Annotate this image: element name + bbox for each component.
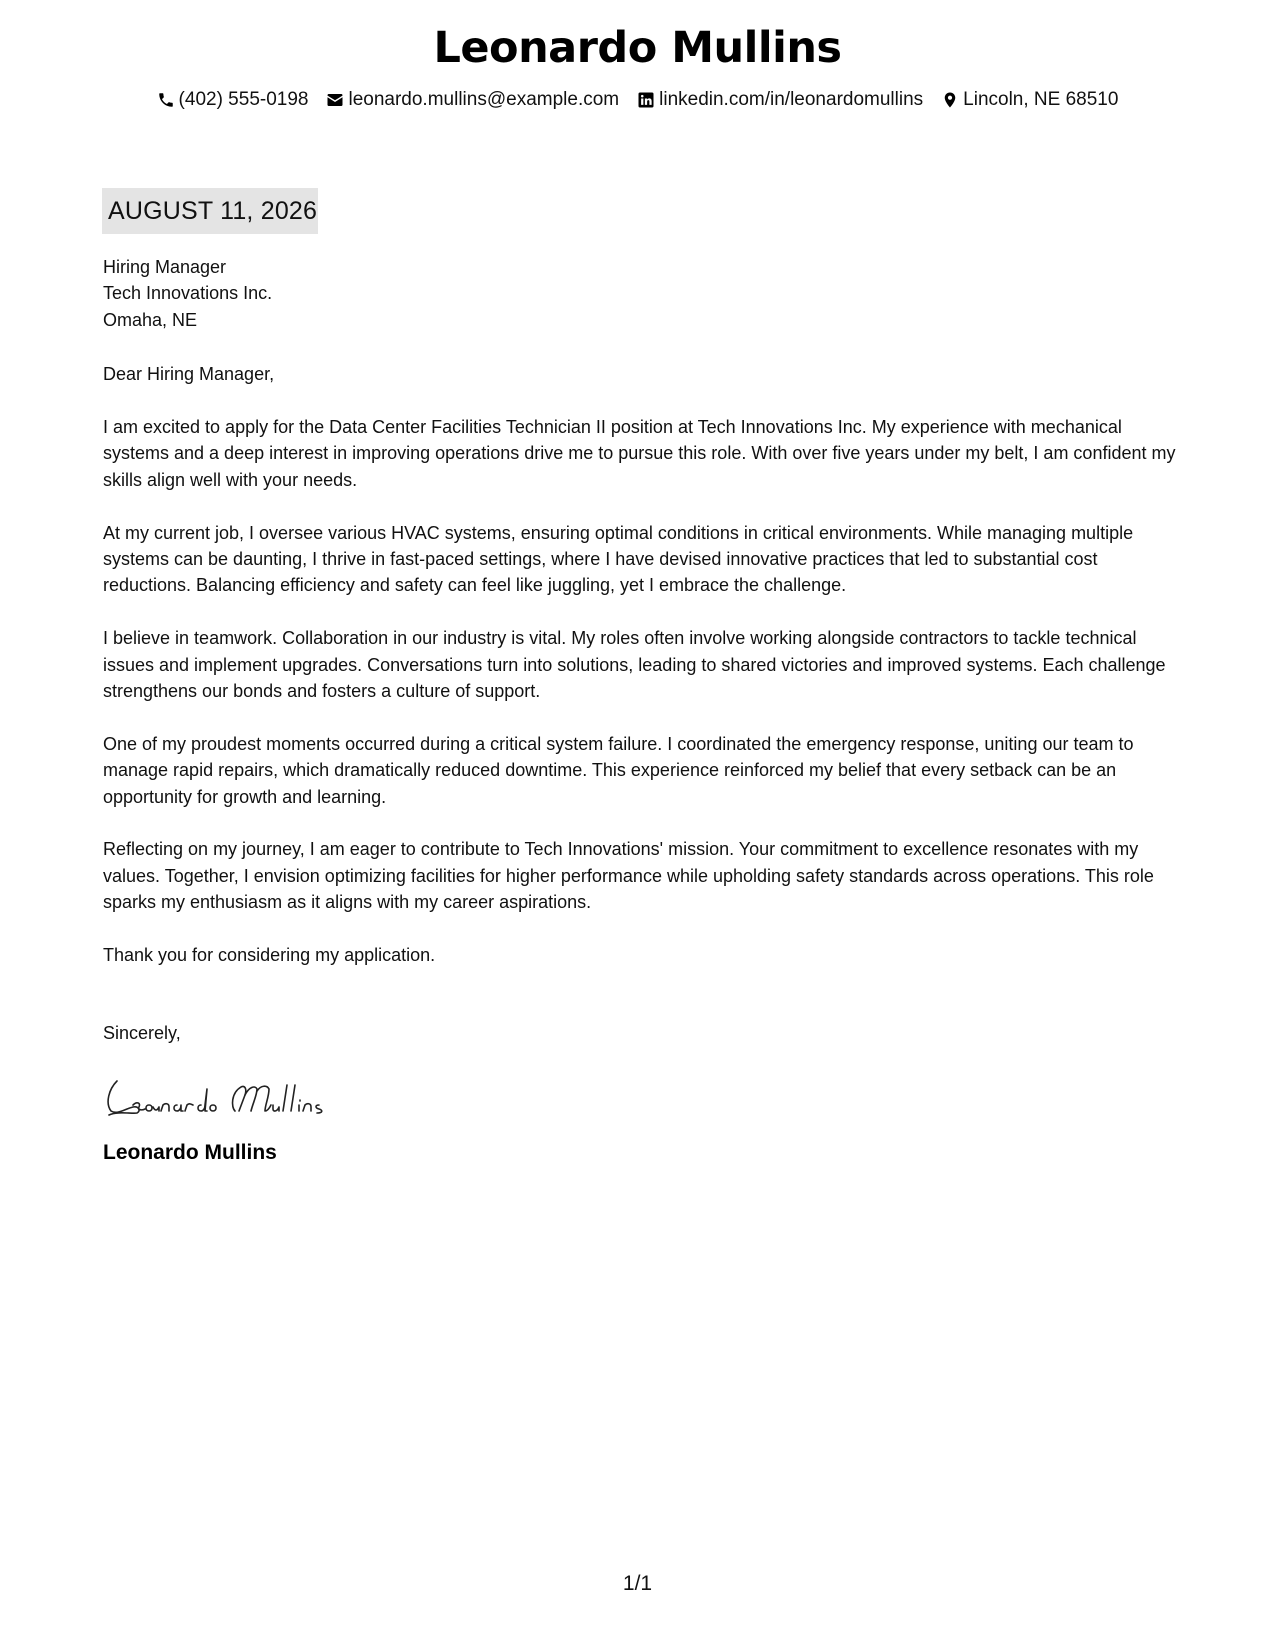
signed-name: Leonardo Mullins <box>103 1140 277 1164</box>
map-marker-icon <box>941 91 959 109</box>
phone-icon <box>157 91 175 109</box>
body-paragraph: I am excited to apply for the Data Center Facilities Technician II position at Tech Innovations Inc. My experience with mechanical systems and a deep interest in improving operations drive me to pursue this role. With over five years under my belt, I am confident my skills align well with your needs. <box>103 417 1176 490</box>
contact-bar <box>0 88 1275 112</box>
letter-date: AUGUST 11, 2026 <box>102 188 318 234</box>
salutation: Dear Hiring Manager, <box>103 364 275 385</box>
applicant-name: Leonardo Mullins <box>433 23 842 73</box>
contact-location <box>941 88 1118 112</box>
recipient-block <box>103 254 1183 333</box>
letter-body <box>103 254 1183 1167</box>
envelope-icon <box>326 91 344 109</box>
contact-linkedin <box>637 88 923 112</box>
closing-line: Thank you for considering my application. <box>103 945 436 966</box>
body-paragraph: One of my proudest moments occurred during a critical system failure. I coordinated the emergency response, uniting our team to manage rapid repairs, which dramatically reduced downtime. This experience reinforced my belief that every setback can be an opportunity for growth and learning. <box>103 733 1134 807</box>
linkedin-url: linkedin.com/in/leonardomullins <box>659 89 924 110</box>
recipient-company: Tech Innovations Inc. <box>103 283 273 304</box>
location-text: Lincoln, NE 68510 <box>963 89 1119 110</box>
recipient-title: Hiring Manager <box>103 257 227 277</box>
page-number: 1/1 <box>622 1572 653 1595</box>
letter-header <box>0 22 1275 112</box>
handwritten-signature <box>103 1071 373 1121</box>
signoff: Sincerely, <box>103 1023 181 1044</box>
linkedin-icon <box>637 91 655 109</box>
contact-email <box>326 88 619 112</box>
body-paragraph: At my current job, I oversee various HVAC systems, ensuring optimal conditions in critical environments. While managing multiple systems can be daunting, I thrive in fast-paced settings, where I have devised innovative practices that led to substantial cost reductions. Balancing efficiency and safety can feel like juggling, yet I embrace the challenge. <box>103 522 1134 596</box>
email-address: leonardo.mullins@example.com <box>348 89 620 110</box>
recipient-location: Omaha, NE <box>103 309 198 330</box>
contact-phone <box>157 88 309 112</box>
body-paragraph: I believe in teamwork. Collaboration in our industry is vital. My roles often involve working alongside contractors to tackle technical issues and implement upgrades. Conversations turn into solutions, leading to shared victories and improved systems. Each challenge strengthens our bonds and fosters a culture of support. <box>103 628 1166 702</box>
body-paragraph: Reflecting on my journey, I am eager to contribute to Tech Innovations' mission. Your commitment to excellence resonates with my values. Together, I envision optimizing facilities for higher performance while upholding safety standards across operations. This role sparks my enthusiasm as it aligns with my career aspirations. <box>103 839 1154 913</box>
phone-number: (402) 555-0198 <box>178 89 309 110</box>
